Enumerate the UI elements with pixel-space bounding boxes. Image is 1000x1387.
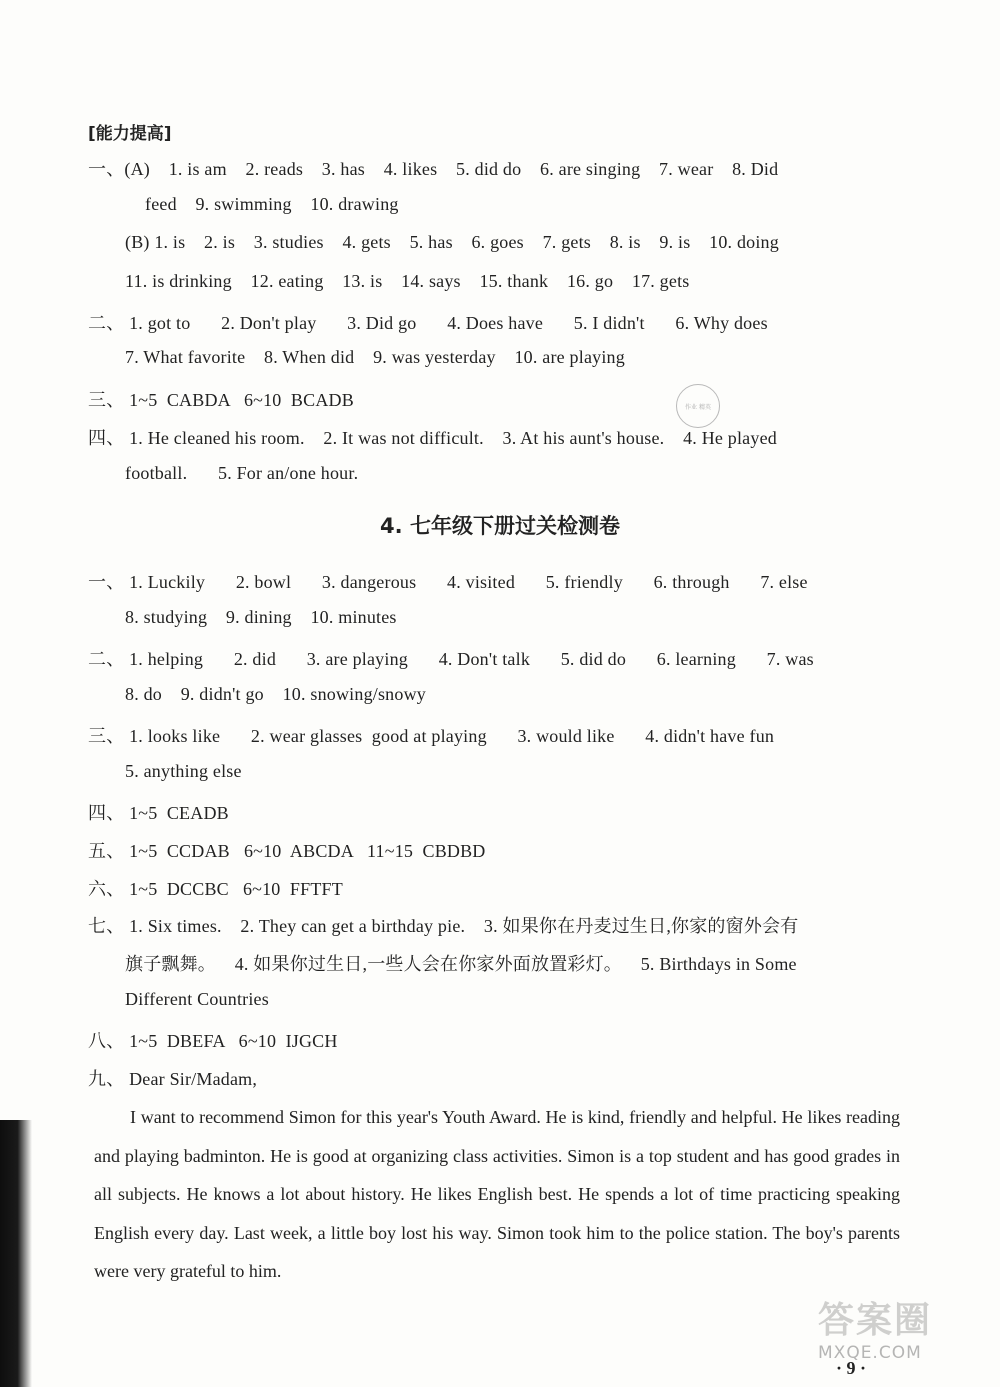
answer: 2. wear glasses good at playing bbox=[250, 726, 487, 746]
test-q3-line1 bbox=[88, 722, 774, 748]
answer: 8. is bbox=[609, 232, 641, 252]
answer: 10. minutes bbox=[310, 607, 397, 627]
ability-q3 bbox=[88, 386, 354, 412]
test-q1-line2 bbox=[125, 607, 397, 628]
answer: 3. dangerous bbox=[321, 572, 417, 592]
page-edge-shadow bbox=[0, 1120, 32, 1387]
answer: 1. looks like bbox=[129, 726, 221, 746]
answer: 6. Why does bbox=[675, 313, 768, 333]
answer: 16. go bbox=[566, 271, 614, 291]
answer: 1~5 CEADB bbox=[129, 803, 229, 823]
answer: 2. did bbox=[233, 649, 277, 669]
answer: 7. wear bbox=[659, 159, 714, 179]
answer: 3. studies bbox=[253, 232, 324, 252]
answer: 5. I didn't bbox=[573, 313, 645, 333]
question-number: 四、 bbox=[88, 803, 125, 823]
test-q6 bbox=[88, 875, 343, 901]
answer: 5. Birthdays in Some bbox=[640, 954, 797, 974]
answer: 2. reads bbox=[245, 159, 304, 179]
answer: 1~5 DBEFA 6~10 IJGCH bbox=[129, 1031, 338, 1051]
answer: 1. got to bbox=[129, 313, 191, 333]
question-number: 六、 bbox=[88, 879, 125, 899]
answer: Different Countries bbox=[125, 989, 269, 1009]
question-number: 一、 bbox=[88, 572, 125, 592]
page-title: 4. 七年级下册过关检测卷 bbox=[380, 514, 620, 538]
answer: Dear Sir/Madam, bbox=[129, 1069, 258, 1089]
answer: 5. For an/one hour. bbox=[218, 463, 359, 483]
test-q4 bbox=[88, 799, 229, 825]
question-number: (B) bbox=[125, 232, 150, 252]
essay-text: I want to recommend Simon for this year's Youth Award. He is kind, friendly and helpful. He likes reading and playing badminton. He is good at organizing class activities. Simon is a top student and has good grades in all subjects. He knows a lot about history. He likes English best. He spends a lot of time practicing speaking English every day. Last week, a little boy lost his way. Simon took him to the police station. The boy's parents were very grateful to him. bbox=[94, 1107, 900, 1281]
answer: 旗子飘舞。 bbox=[125, 954, 216, 974]
question-number: 九、 bbox=[88, 1069, 125, 1089]
answer: 3. 如果你在丹麦过生日,你家的窗外会有 bbox=[483, 916, 799, 936]
answer: 8. studying bbox=[125, 607, 208, 627]
answer: 6. through bbox=[653, 572, 730, 592]
answer: 1. He cleaned his room. bbox=[129, 428, 305, 448]
answer: 5. has bbox=[409, 232, 453, 252]
answer: 5. friendly bbox=[545, 572, 623, 592]
answer: 5. did do bbox=[560, 649, 627, 669]
answer: 1. is am bbox=[168, 159, 227, 179]
answer: 4. likes bbox=[383, 159, 438, 179]
question-number: 七、 bbox=[88, 916, 125, 936]
question-number: 二、 bbox=[88, 649, 125, 669]
ability-q1a-line2 bbox=[145, 194, 399, 215]
question-number: 二、 bbox=[88, 313, 125, 333]
ability-q1b-line2 bbox=[125, 271, 689, 292]
ability-q1a-line1 bbox=[88, 155, 778, 181]
stamp-seal: 作业 精英 bbox=[676, 384, 720, 428]
answer: 3. are playing bbox=[306, 649, 408, 669]
ability-q2-line2 bbox=[125, 347, 625, 368]
ability-q2-line1 bbox=[88, 309, 768, 335]
answer: 4. visited bbox=[447, 572, 516, 592]
answer: 9. swimming bbox=[195, 194, 292, 214]
answer: 7. gets bbox=[542, 232, 591, 252]
answer: 13. is bbox=[342, 271, 383, 291]
answer: 4. Don't talk bbox=[438, 649, 531, 669]
answer: 1~5 CABDA 6~10 BCADB bbox=[129, 390, 354, 410]
question-number: 三、 bbox=[88, 390, 125, 410]
answer: 2. is bbox=[204, 232, 236, 252]
answer: 12. eating bbox=[250, 271, 324, 291]
test-q9 bbox=[88, 1065, 257, 1091]
answer: football. bbox=[125, 463, 188, 483]
answer: 7. else bbox=[760, 572, 808, 592]
answer: 9. dining bbox=[225, 607, 292, 627]
answer: 1~5 DCCBC 6~10 FFTFT bbox=[129, 879, 343, 899]
answer: 6. learning bbox=[656, 649, 736, 669]
answer: 9. is bbox=[659, 232, 691, 252]
answer: 14. says bbox=[401, 271, 461, 291]
answer: 4. He played bbox=[683, 428, 777, 448]
question-number: 四、 bbox=[88, 428, 125, 448]
answer: 1. Six times. bbox=[129, 916, 222, 936]
answer: 4. gets bbox=[342, 232, 391, 252]
question-number: 五、 bbox=[88, 841, 125, 861]
ability-q1b-line1 bbox=[125, 232, 779, 253]
answer: feed bbox=[145, 194, 177, 214]
question-number: 一、(A) bbox=[88, 159, 150, 179]
ability-q4-line2 bbox=[125, 463, 358, 484]
answer: 10. snowing/snowy bbox=[282, 684, 426, 704]
answer: 8. Did bbox=[732, 159, 779, 179]
answer: 8. When did bbox=[264, 347, 355, 367]
answer: 3. has bbox=[321, 159, 365, 179]
section-heading: [能力提高] bbox=[88, 124, 172, 144]
answer: 17. gets bbox=[631, 271, 690, 291]
essay-paragraph bbox=[94, 1098, 900, 1291]
answer: 3. At his aunt's house. bbox=[502, 428, 665, 448]
answer: 2. They can get a birthday pie. bbox=[240, 916, 466, 936]
test-q3-line2 bbox=[125, 761, 242, 782]
answer: 5. did do bbox=[456, 159, 522, 179]
test-q7-line1 bbox=[88, 912, 798, 938]
ability-q4-line1 bbox=[88, 424, 777, 450]
answer: 4. 如果你过生日,一些人会在你家外面放置彩灯。 bbox=[234, 954, 623, 974]
test-q5 bbox=[88, 837, 486, 863]
answer: 1~5 CCDAB 6~10 ABCDA 11~15 CBDBD bbox=[129, 841, 486, 861]
answer: 11. is drinking bbox=[125, 271, 232, 291]
test-q7-line3 bbox=[125, 989, 269, 1010]
site-watermark: 答案圈 MXQE.COM bbox=[818, 1300, 933, 1363]
answer: 4. Does have bbox=[447, 313, 544, 333]
answer: 7. was bbox=[766, 649, 814, 669]
answer: 1. is bbox=[154, 232, 186, 252]
answer: 15. thank bbox=[479, 271, 549, 291]
answer: 6. goes bbox=[471, 232, 524, 252]
answer: 10. drawing bbox=[310, 194, 399, 214]
answer: 1. Luckily bbox=[129, 572, 206, 592]
answer: 1. helping bbox=[129, 649, 204, 669]
answer: 10. doing bbox=[709, 232, 779, 252]
answer: 4. didn't have fun bbox=[645, 726, 775, 746]
test-q2-line1 bbox=[88, 645, 814, 671]
question-number: 三、 bbox=[88, 726, 125, 746]
answer: 3. Did go bbox=[347, 313, 417, 333]
test-q1-line1 bbox=[88, 568, 808, 594]
answer: 2. It was not difficult. bbox=[323, 428, 484, 448]
answer: 10. are playing bbox=[514, 347, 625, 367]
answer: 2. bowl bbox=[235, 572, 292, 592]
test-q2-line2 bbox=[125, 684, 426, 705]
answer: 3. would like bbox=[517, 726, 615, 746]
test-q8 bbox=[88, 1027, 338, 1053]
answer: 6. are singing bbox=[540, 159, 641, 179]
answer: 7. What favorite bbox=[125, 347, 246, 367]
page-number: · 9 · bbox=[836, 1358, 867, 1378]
answer: 9. didn't go bbox=[180, 684, 264, 704]
test-q7-line2 bbox=[125, 950, 797, 976]
answer: 9. was yesterday bbox=[373, 347, 496, 367]
answer: 5. anything else bbox=[125, 761, 242, 781]
answer: 2. Don't play bbox=[221, 313, 317, 333]
question-number: 八、 bbox=[88, 1031, 125, 1051]
answer: 8. do bbox=[125, 684, 162, 704]
